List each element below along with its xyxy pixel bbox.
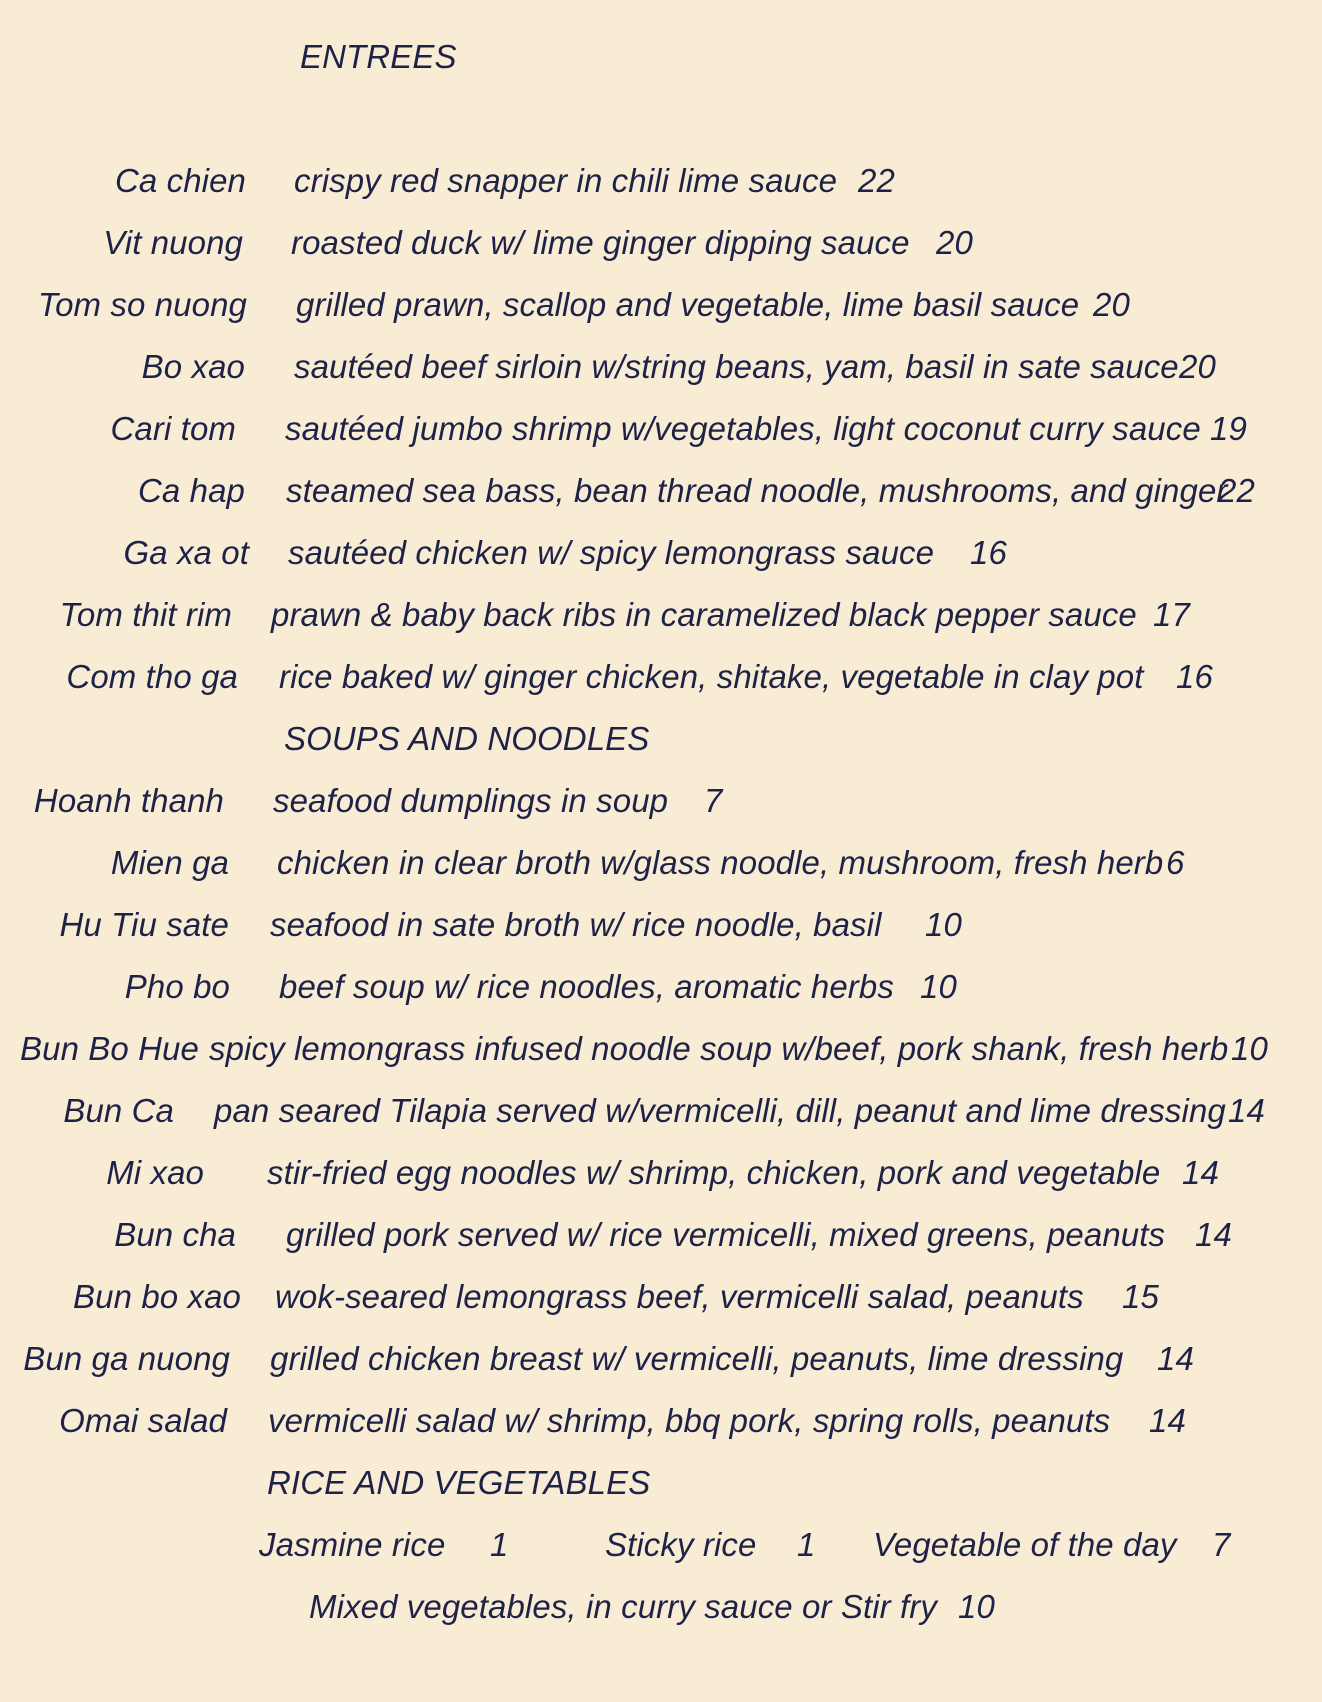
menu-item-row xyxy=(0,591,1322,639)
dish-price: 14 xyxy=(1149,1402,1186,1439)
dish-description: sautéed jumbo shrimp w/vegetables, light coconut curry sauce xyxy=(285,410,1201,447)
menu-item-row xyxy=(0,901,1322,949)
menu-item-row xyxy=(0,839,1322,887)
dish-description: sautéed beef sirloin w/string beans, yam, basil in sate sauce xyxy=(294,348,1179,385)
rice-heading-row xyxy=(0,1459,1322,1507)
menu-item-row xyxy=(0,157,1322,205)
rice-items-row xyxy=(0,1521,1322,1569)
dish-price: 22 xyxy=(858,162,895,199)
menu-item-row xyxy=(0,343,1322,391)
dish-name: Ga xa ot xyxy=(123,534,249,571)
dish-name: Bo xao xyxy=(141,348,245,385)
dish-name: Bun bo xao xyxy=(73,1278,241,1315)
dish-name: Mien ga xyxy=(110,844,229,881)
jasmine-rice-label: Jasmine rice xyxy=(259,1526,446,1563)
dish-price: 10 xyxy=(925,906,962,943)
sticky-rice-label: Sticky rice xyxy=(605,1526,757,1563)
dish-price: 14 xyxy=(1195,1216,1232,1253)
menu-item-row xyxy=(0,219,1322,267)
dish-description: crispy red snapper in chili lime sauce xyxy=(294,162,838,199)
sticky-rice-price: 1 xyxy=(797,1526,816,1563)
dish-description: spicy lemongrass infused noodle soup w/beef, pork shank, fresh herb xyxy=(209,1030,1229,1067)
menu-item-row xyxy=(0,1273,1322,1321)
dish-name: Mi xao xyxy=(106,1154,204,1191)
dish-description: seafood in sate broth w/ rice noodle, basil xyxy=(270,906,882,943)
entrees-heading: ENTREES xyxy=(300,38,457,75)
dish-price: 6 xyxy=(1166,844,1185,881)
dish-price: 19 xyxy=(1210,410,1247,447)
dish-description: pan seared Tilapia served w/vermicelli, dill, peanut and lime dressing xyxy=(214,1092,1226,1129)
menu-item-row xyxy=(0,405,1322,453)
dish-name: Bun ga nuong xyxy=(23,1340,230,1377)
dish-description: stir-fried egg noodles w/ shrimp, chicken, pork and vegetable xyxy=(267,1154,1161,1191)
dish-name: Vit nuong xyxy=(103,224,243,261)
dish-description: seafood dumplings in soup xyxy=(273,782,669,819)
dish-description: roasted duck w/ lime ginger dipping sauce xyxy=(291,224,910,261)
menu-item-row xyxy=(0,1025,1322,1073)
dish-name: Bun Ca xyxy=(63,1092,174,1129)
dish-description: grilled chicken breast w/ vermicelli, peanuts, lime dressing xyxy=(270,1340,1124,1377)
dish-name: Ca hap xyxy=(137,472,245,509)
dish-description: grilled prawn, scallop and vegetable, lime basil sauce xyxy=(296,286,1080,323)
dish-description: beef soup w/ rice noodles, aromatic herbs xyxy=(279,968,894,1005)
dish-name: Bun Bo Hue xyxy=(20,1030,199,1067)
dish-description: steamed sea bass, bean thread noodle, mushrooms, and ginger xyxy=(286,472,1228,509)
dish-price: 22 xyxy=(1218,472,1255,509)
dish-name: Bun cha xyxy=(114,1216,236,1253)
dish-name: Ca chien xyxy=(114,162,246,199)
dish-name: Tom so nuong xyxy=(37,286,247,323)
dish-name: Omai salad xyxy=(59,1402,227,1439)
menu-item-row xyxy=(0,1149,1322,1197)
jasmine-rice-price: 1 xyxy=(490,1526,509,1563)
dish-price: 7 xyxy=(704,782,723,819)
dish-price: 14 xyxy=(1228,1092,1265,1129)
dish-price: 20 xyxy=(936,224,973,261)
dish-description: grilled pork served w/ rice vermicelli, mixed greens, peanuts xyxy=(286,1216,1166,1253)
dish-description: rice baked w/ ginger chicken, shitake, vegetable in clay pot xyxy=(279,658,1144,695)
dish-price: 14 xyxy=(1157,1340,1194,1377)
soups-heading: SOUPS AND NOODLES xyxy=(284,720,650,757)
dish-name: Cari tom xyxy=(110,410,236,447)
dish-price: 16 xyxy=(1176,658,1213,695)
menu-item-row xyxy=(0,963,1322,1011)
soups-heading-row xyxy=(0,715,1322,763)
menu-item-row xyxy=(0,777,1322,825)
menu-item-row xyxy=(0,1211,1322,1259)
entrees-heading-row xyxy=(0,33,1322,81)
menu-item-row xyxy=(0,529,1322,577)
dish-price: 20 xyxy=(1093,286,1130,323)
menu-item-row xyxy=(0,1335,1322,1383)
dish-description: wok-seared lemongrass beef, vermicelli salad, peanuts xyxy=(275,1278,1084,1315)
dish-name: Tom thit rim xyxy=(59,596,232,633)
dish-description: vermicelli salad w/ shrimp, bbq pork, spring rolls, peanuts xyxy=(268,1402,1111,1439)
dish-description: sautéed chicken w/ spicy lemongrass sauce xyxy=(288,534,935,571)
menu-item-row xyxy=(0,281,1322,329)
mixed-vegetables-price: 10 xyxy=(958,1588,995,1625)
dish-name: Pho bo xyxy=(124,968,230,1005)
dish-description: chicken in clear broth w/glass noodle, mushroom, fresh herb xyxy=(277,844,1164,881)
mixed-vegetables-row xyxy=(0,1583,1322,1631)
dish-price: 17 xyxy=(1153,596,1190,633)
dish-price: 15 xyxy=(1122,1278,1159,1315)
dish-price: 10 xyxy=(1231,1030,1268,1067)
menu-item-row xyxy=(0,1397,1322,1445)
vegetable-of-day-price: 7 xyxy=(1212,1526,1231,1563)
dish-description: prawn & baby back ribs in caramelized black pepper sauce xyxy=(271,596,1137,633)
dish-name: Com tho ga xyxy=(66,658,238,695)
vegetable-of-day-label: Vegetable of the day xyxy=(873,1526,1177,1563)
dish-name: Hoanh thanh xyxy=(33,782,224,819)
rice-heading: RICE AND VEGETABLES xyxy=(267,1464,651,1501)
dish-price: 14 xyxy=(1182,1154,1219,1191)
menu-item-row xyxy=(0,653,1322,701)
menu-item-row xyxy=(0,1087,1322,1135)
dish-price: 10 xyxy=(920,968,957,1005)
dish-name: Hu Tiu sate xyxy=(59,906,229,943)
dish-price: 20 xyxy=(1179,348,1216,385)
menu-item-row xyxy=(0,467,1322,515)
dish-price: 16 xyxy=(970,534,1007,571)
mixed-vegetables-label: Mixed vegetables, in curry sauce or Stir fry xyxy=(309,1588,937,1625)
